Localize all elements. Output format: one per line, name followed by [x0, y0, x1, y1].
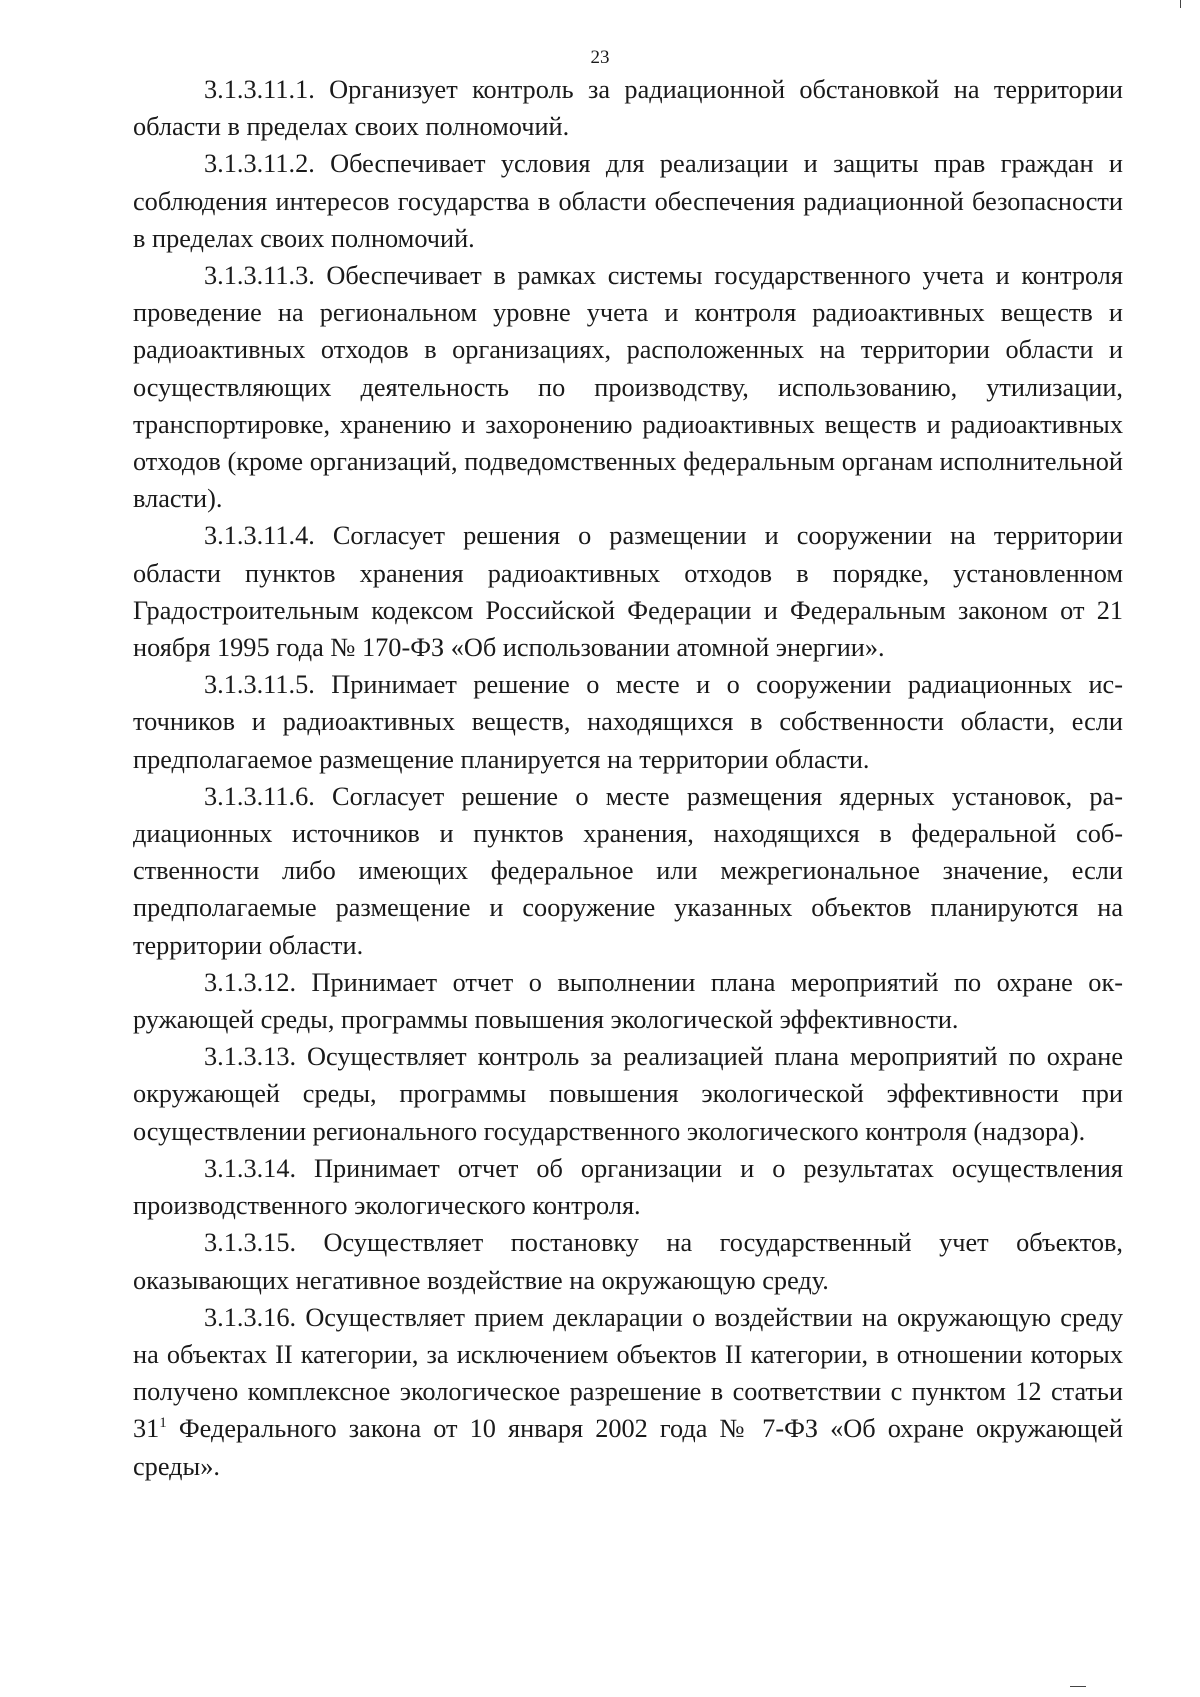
scan-edge-mark-bottom: [1070, 1686, 1086, 1687]
paragraph-3-1-3-11-2: 3.1.3.11.2. Обеспечивает условия для реализации и защиты прав граждан и соблюдения интересов государства в области обеспечения радиационной безопасности в пределах своих полномочий.: [133, 149, 1123, 253]
paragraph-3-1-3-11-6: 3.1.3.11.6. Согласует решение о месте размещения ядерных установок, радиационных источников и пунктов хранения, находящихся в федеральной собственности либо имеющих федеральное или межрегиональное значение, если предполагаемые размещение и сооружение указанных объектов планируются на территории области.: [133, 781, 1123, 960]
article-superscript: 1: [159, 1415, 167, 1432]
scan-edge-mark-top: [1180, 0, 1181, 8]
paragraph-3-1-3-16-text-after: Федерального закона от 10 января 2002 года № 7-ФЗ «Об охране окружающей среды».: [133, 1414, 1123, 1481]
page-number: 23: [590, 47, 610, 68]
paragraph-3-1-3-11-5: 3.1.3.11.5. Принимает решение о месте и о сооружении радиационных источников и радиоактивных веществ, находящихся в собственности области, если предполагаемое размещение планируется на территории области.: [133, 670, 1123, 774]
paragraph-3-1-3-11-4: 3.1.3.11.4. Согласует решения о размещении и сооружении на территории области пунктов хранения радиоактивных отходов в порядке, установленном Градостроительным кодексом Российской Федерации и Федеральным законом от 21 ноября 1995 года № 170-ФЗ «Об использовании атомной энергии».: [133, 521, 1123, 663]
paragraph-3-1-3-13: 3.1.3.13. Осуществляет контроль за реализацией плана мероприятий по охране окружающей среды, программы повышения экологической эффективности при осуществлении регионального государственного экологического контроля (надзора).: [133, 1042, 1123, 1146]
paragraph-3-1-3-11-3: 3.1.3.11.3. Обеспечивает в рамках системы государственного учета и контроля проведение на региональном уровне учета и контроля радиоактивных веществ и радиоактивных отходов в организациях, расположенных на территории области и осуществляющих деятельность по производству, использованию, утилизации, транспортировке, хранению и захоронению радиоактивных веществ и радиоактивных отходов (кроме организаций, подведомственных федеральным органам исполнительной власти).: [133, 261, 1123, 514]
paragraph-3-1-3-11-1: 3.1.3.11.1. Организует контроль за радиационной обстановкой на территории области в пределах своих полномочий.: [133, 75, 1123, 142]
paragraph-3-1-3-12: 3.1.3.12. Принимает отчет о выполнении плана мероприятий по охране окружающей среды, программы повышения экологической эффективности.: [133, 967, 1123, 1035]
paragraph-3-1-3-15: 3.1.3.15. Осуществляет постановку на государственный учет объектов, оказывающих негативное воздействие на окружающую среду.: [133, 1228, 1123, 1295]
document-body: [133, 71, 1123, 1485]
paragraph-3-1-3-14: 3.1.3.14. Принимает отчет об организации и о результатах осуществления производственного экологического контроля.: [133, 1153, 1123, 1221]
paragraph-3-1-3-16: [133, 1299, 1123, 1485]
paragraph-3-1-3-16-text-before: 3.1.3.16. Осуществляет прием декларации о воздействии на окружающую среду на объектах II категории, за исключением объектов II категории, в отношении которых получено комплексное экологическое разрешение в соответствии с пунктом 12 статьи 31: [133, 1302, 1123, 1444]
